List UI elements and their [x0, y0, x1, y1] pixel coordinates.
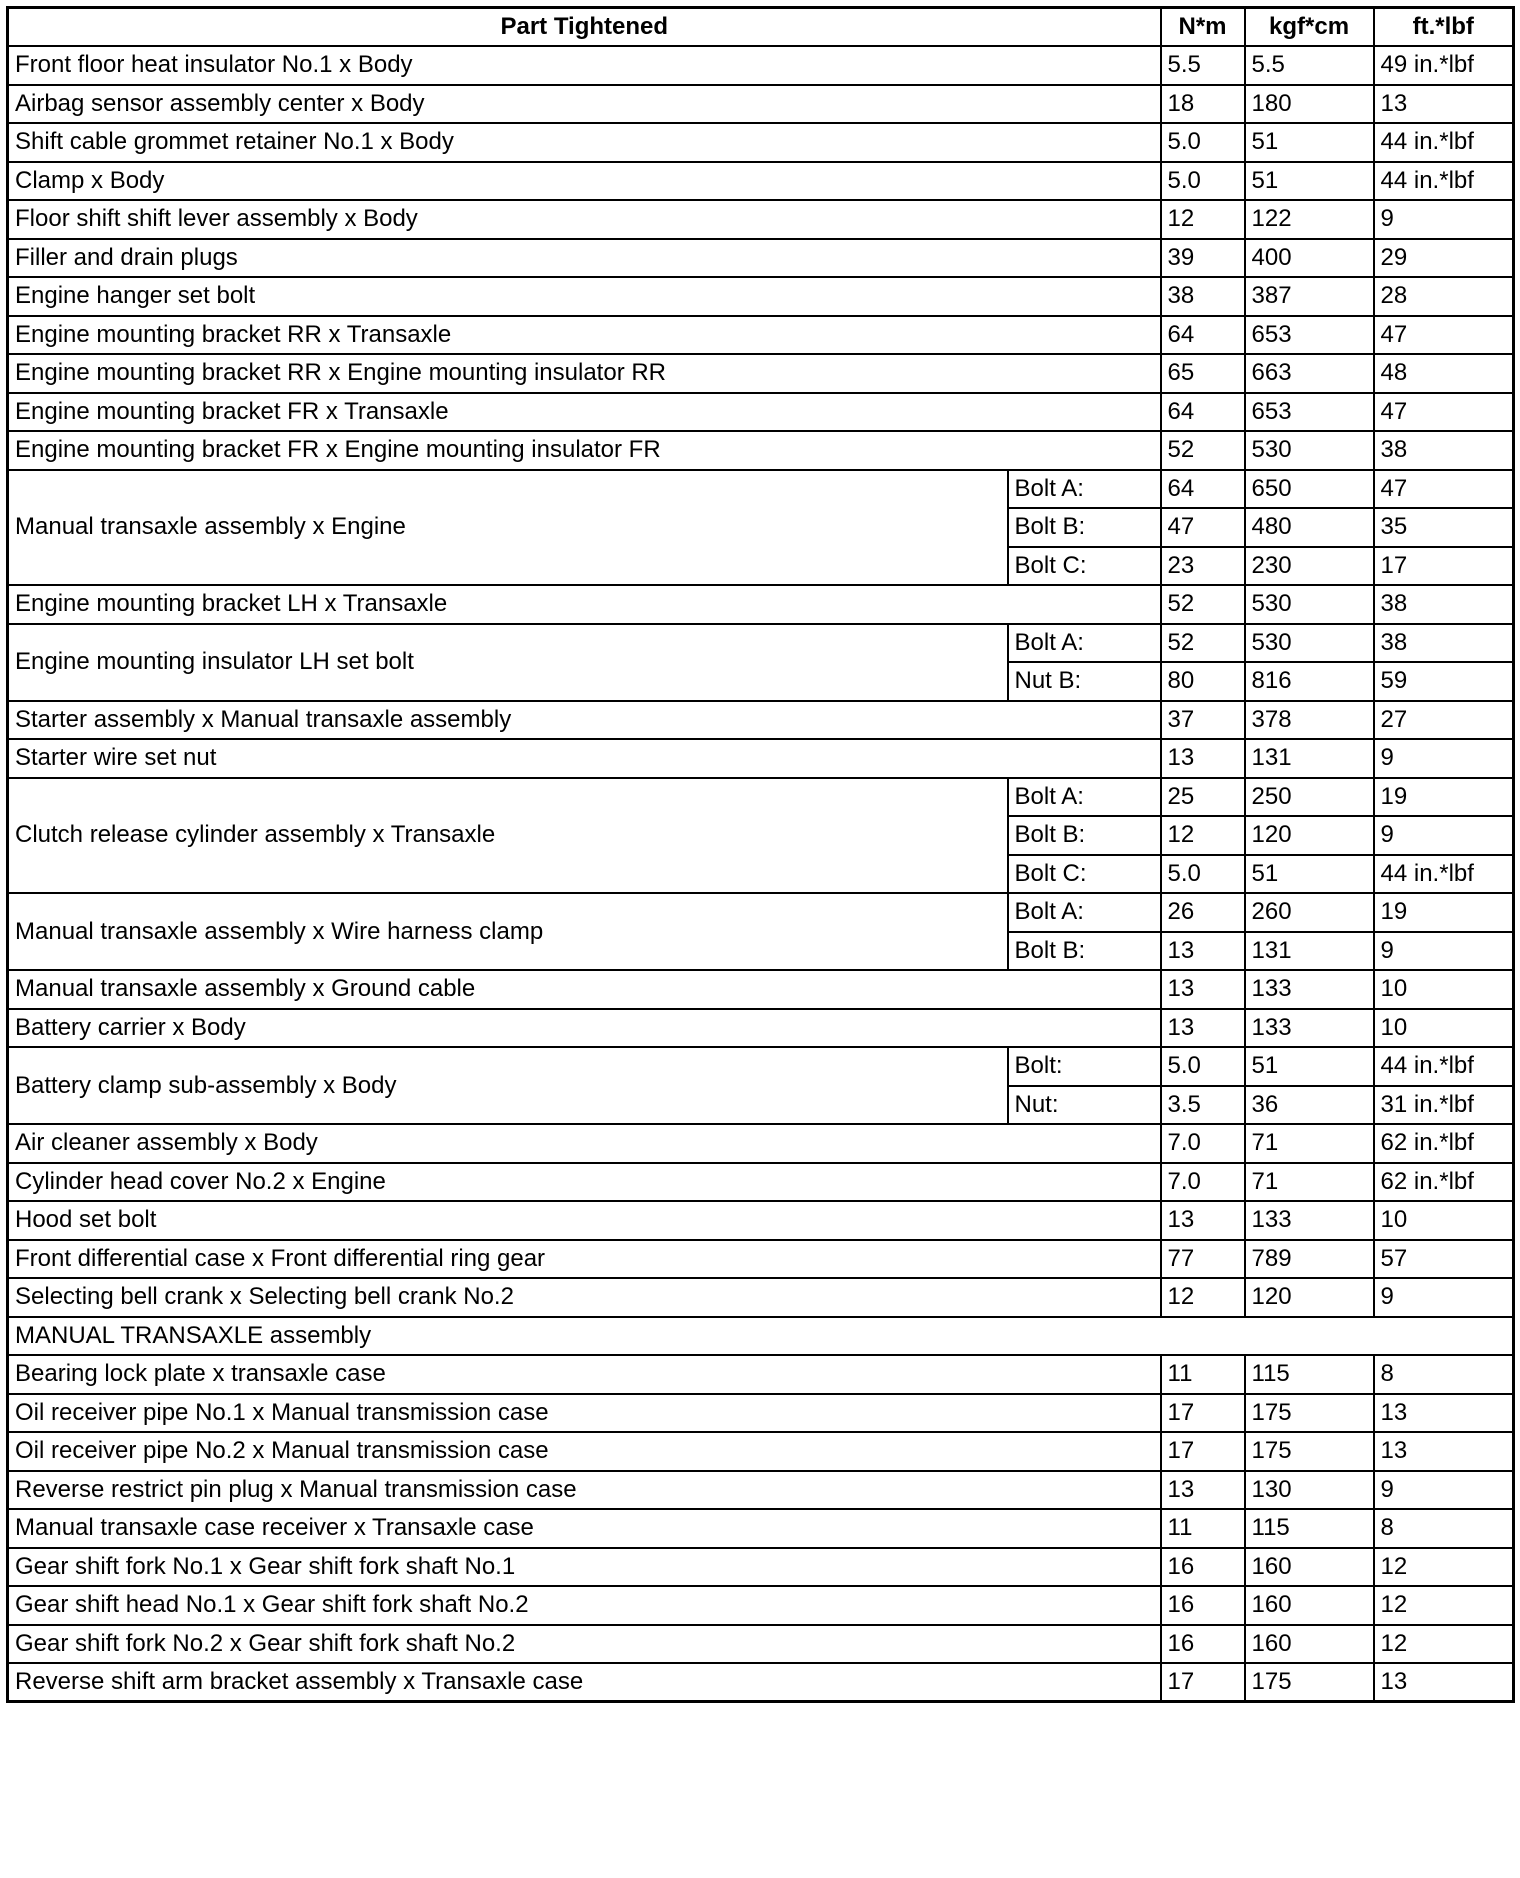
kgfcm-value: 115	[1245, 1355, 1374, 1394]
nm-value: 12	[1161, 200, 1245, 239]
nm-value: 13	[1161, 932, 1245, 971]
kgfcm-value: 130	[1245, 1471, 1374, 1510]
nm-value: 16	[1161, 1586, 1245, 1625]
table-row	[8, 1548, 1514, 1587]
kgfcm-value: 51	[1245, 123, 1374, 162]
part-name-cell: Starter wire set nut	[8, 739, 1161, 778]
ftlbf-value: 12	[1374, 1548, 1514, 1587]
nm-value: 26	[1161, 893, 1245, 932]
part-name-cell: Bearing lock plate x transaxle case	[8, 1355, 1161, 1394]
nm-value: 11	[1161, 1355, 1245, 1394]
kgfcm-value: 133	[1245, 1009, 1374, 1048]
kgfcm-value: 131	[1245, 739, 1374, 778]
kgfcm-value: 36	[1245, 1086, 1374, 1125]
part-name-cell: Engine mounting bracket RR x Transaxle	[8, 316, 1161, 355]
table-row	[8, 431, 1514, 470]
kgfcm-value: 51	[1245, 1047, 1374, 1086]
ftlbf-value: 44 in.*lbf	[1374, 855, 1514, 894]
nm-value: 7.0	[1161, 1124, 1245, 1163]
part-name-cell: Gear shift fork No.1 x Gear shift fork shaft No.1	[8, 1548, 1161, 1587]
kgfcm-value: 250	[1245, 778, 1374, 817]
part-name-cell: Engine mounting bracket FR x Transaxle	[8, 393, 1161, 432]
part-name-cell: Manual transaxle assembly x Wire harness clamp	[8, 893, 1008, 970]
ftlbf-value: 9	[1374, 932, 1514, 971]
table-row	[8, 354, 1514, 393]
ftlbf-value: 48	[1374, 354, 1514, 393]
kgfcm-value: 71	[1245, 1124, 1374, 1163]
ftlbf-value: 38	[1374, 585, 1514, 624]
kgfcm-value: 663	[1245, 354, 1374, 393]
kgfcm-value: 530	[1245, 585, 1374, 624]
fastener-label: Bolt C:	[1008, 855, 1161, 894]
kgfcm-value: 400	[1245, 239, 1374, 278]
nm-value: 52	[1161, 431, 1245, 470]
part-name-cell: Gear shift fork No.2 x Gear shift fork shaft No.2	[8, 1625, 1161, 1664]
part-name-cell: Selecting bell crank x Selecting bell crank No.2	[8, 1278, 1161, 1317]
ftlbf-value: 10	[1374, 970, 1514, 1009]
ftlbf-value: 9	[1374, 1471, 1514, 1510]
ftlbf-value: 8	[1374, 1509, 1514, 1548]
table-row	[8, 778, 1514, 817]
part-name-cell: Airbag sensor assembly center x Body	[8, 85, 1161, 124]
nm-value: 25	[1161, 778, 1245, 817]
nm-value: 12	[1161, 1278, 1245, 1317]
part-name-cell: Manual transaxle assembly x Ground cable	[8, 970, 1161, 1009]
ftlbf-value: 12	[1374, 1625, 1514, 1664]
nm-value: 17	[1161, 1663, 1245, 1702]
table-row	[8, 1471, 1514, 1510]
part-name-cell: Air cleaner assembly x Body	[8, 1124, 1161, 1163]
fastener-label: Bolt C:	[1008, 547, 1161, 586]
header-row	[8, 8, 1514, 47]
nm-value: 5.0	[1161, 162, 1245, 201]
kgfcm-value: 115	[1245, 1509, 1374, 1548]
part-name-cell: Battery clamp sub-assembly x Body	[8, 1047, 1008, 1124]
ftlbf-value: 10	[1374, 1201, 1514, 1240]
ftlbf-value: 38	[1374, 431, 1514, 470]
kgfcm-value: 260	[1245, 893, 1374, 932]
fastener-label: Nut:	[1008, 1086, 1161, 1125]
fastener-label: Bolt B:	[1008, 816, 1161, 855]
kgfcm-value: 530	[1245, 431, 1374, 470]
fastener-label: Bolt A:	[1008, 778, 1161, 817]
nm-value: 64	[1161, 316, 1245, 355]
table-row	[8, 739, 1514, 778]
table-row	[8, 1355, 1514, 1394]
kgfcm-value: 120	[1245, 816, 1374, 855]
kgfcm-value: 120	[1245, 1278, 1374, 1317]
nm-value: 7.0	[1161, 1163, 1245, 1202]
part-name-cell: Cylinder head cover No.2 x Engine	[8, 1163, 1161, 1202]
nm-value: 16	[1161, 1625, 1245, 1664]
table-row	[8, 1509, 1514, 1548]
kgfcm-value: 5.5	[1245, 46, 1374, 85]
torque-table-body	[8, 46, 1514, 1702]
kgfcm-value: 160	[1245, 1625, 1374, 1664]
part-name-cell: Engine mounting bracket FR x Engine mounting insulator FR	[8, 431, 1161, 470]
part-name-cell: Battery carrier x Body	[8, 1009, 1161, 1048]
ftlbf-value: 47	[1374, 316, 1514, 355]
kgfcm-value: 378	[1245, 701, 1374, 740]
kgfcm-value: 175	[1245, 1394, 1374, 1433]
kgfcm-value: 51	[1245, 855, 1374, 894]
part-name-cell: Front differential case x Front differential ring gear	[8, 1240, 1161, 1279]
torque-table	[6, 6, 1515, 1703]
kgfcm-value: 816	[1245, 662, 1374, 701]
nm-value: 52	[1161, 624, 1245, 663]
part-name-cell: Oil receiver pipe No.2 x Manual transmission case	[8, 1432, 1161, 1471]
nm-value: 11	[1161, 1509, 1245, 1548]
table-row	[8, 585, 1514, 624]
table-row	[8, 316, 1514, 355]
part-name-cell: Manual transaxle assembly x Engine	[8, 470, 1008, 586]
kgfcm-value: 653	[1245, 393, 1374, 432]
ftlbf-value: 9	[1374, 1278, 1514, 1317]
table-row	[8, 1240, 1514, 1279]
table-row	[8, 1394, 1514, 1433]
ftlbf-value: 47	[1374, 393, 1514, 432]
table-row	[8, 277, 1514, 316]
part-name-cell: Shift cable grommet retainer No.1 x Body	[8, 123, 1161, 162]
part-name-cell: Clamp x Body	[8, 162, 1161, 201]
nm-value: 64	[1161, 470, 1245, 509]
table-row	[8, 123, 1514, 162]
ftlbf-value: 13	[1374, 1663, 1514, 1702]
kgfcm-value: 51	[1245, 162, 1374, 201]
ftlbf-value: 44 in.*lbf	[1374, 123, 1514, 162]
fastener-label: Bolt B:	[1008, 932, 1161, 971]
nm-value: 65	[1161, 354, 1245, 393]
header-nm: N*m	[1161, 8, 1245, 47]
nm-value: 18	[1161, 85, 1245, 124]
ftlbf-value: 49 in.*lbf	[1374, 46, 1514, 85]
table-row	[8, 239, 1514, 278]
table-row	[8, 1047, 1514, 1086]
ftlbf-value: 13	[1374, 85, 1514, 124]
part-name-cell: Engine mounting bracket LH x Transaxle	[8, 585, 1161, 624]
nm-value: 13	[1161, 970, 1245, 1009]
kgfcm-value: 71	[1245, 1163, 1374, 1202]
nm-value: 17	[1161, 1432, 1245, 1471]
nm-value: 77	[1161, 1240, 1245, 1279]
part-name-cell: Hood set bolt	[8, 1201, 1161, 1240]
ftlbf-value: 19	[1374, 778, 1514, 817]
part-name-cell: Filler and drain plugs	[8, 239, 1161, 278]
nm-value: 5.0	[1161, 855, 1245, 894]
ftlbf-value: 62 in.*lbf	[1374, 1163, 1514, 1202]
ftlbf-value: 9	[1374, 816, 1514, 855]
kgfcm-value: 650	[1245, 470, 1374, 509]
table-row	[8, 893, 1514, 932]
ftlbf-value: 10	[1374, 1009, 1514, 1048]
nm-value: 5.5	[1161, 46, 1245, 85]
ftlbf-value: 44 in.*lbf	[1374, 162, 1514, 201]
ftlbf-value: 59	[1374, 662, 1514, 701]
nm-value: 80	[1161, 662, 1245, 701]
nm-value: 3.5	[1161, 1086, 1245, 1125]
table-row	[8, 85, 1514, 124]
fastener-label: Bolt A:	[1008, 624, 1161, 663]
table-row	[8, 1163, 1514, 1202]
nm-value: 17	[1161, 1394, 1245, 1433]
table-row	[8, 1009, 1514, 1048]
ftlbf-value: 44 in.*lbf	[1374, 1047, 1514, 1086]
kgfcm-value: 180	[1245, 85, 1374, 124]
nm-value: 13	[1161, 1009, 1245, 1048]
nm-value: 5.0	[1161, 1047, 1245, 1086]
ftlbf-value: 17	[1374, 547, 1514, 586]
fastener-label: Bolt A:	[1008, 893, 1161, 932]
nm-value: 16	[1161, 1548, 1245, 1587]
part-name-cell: Oil receiver pipe No.1 x Manual transmission case	[8, 1394, 1161, 1433]
nm-value: 13	[1161, 739, 1245, 778]
kgfcm-value: 653	[1245, 316, 1374, 355]
ftlbf-value: 9	[1374, 200, 1514, 239]
ftlbf-value: 9	[1374, 739, 1514, 778]
part-name-cell: Engine hanger set bolt	[8, 277, 1161, 316]
nm-value: 47	[1161, 508, 1245, 547]
kgfcm-value: 160	[1245, 1586, 1374, 1625]
ftlbf-value: 13	[1374, 1394, 1514, 1433]
fastener-label: Bolt:	[1008, 1047, 1161, 1086]
ftlbf-value: 12	[1374, 1586, 1514, 1625]
ftlbf-value: 35	[1374, 508, 1514, 547]
section-row	[8, 1317, 1514, 1356]
table-row	[8, 162, 1514, 201]
nm-value: 13	[1161, 1471, 1245, 1510]
part-name-cell: Engine mounting insulator LH set bolt	[8, 624, 1008, 701]
table-row	[8, 470, 1514, 509]
table-row	[8, 46, 1514, 85]
kgfcm-value: 175	[1245, 1432, 1374, 1471]
kgfcm-value: 387	[1245, 277, 1374, 316]
part-name-cell: Clutch release cylinder assembly x Transaxle	[8, 778, 1008, 894]
header-part-tightened: Part Tightened	[8, 8, 1161, 47]
part-name-cell: Engine mounting bracket RR x Engine mounting insulator RR	[8, 354, 1161, 393]
ftlbf-value: 8	[1374, 1355, 1514, 1394]
part-name-cell: Floor shift shift lever assembly x Body	[8, 200, 1161, 239]
table-row	[8, 1586, 1514, 1625]
part-name-cell: Reverse restrict pin plug x Manual transmission case	[8, 1471, 1161, 1510]
kgfcm-value: 160	[1245, 1548, 1374, 1587]
nm-value: 12	[1161, 816, 1245, 855]
part-name-cell: Manual transaxle case receiver x Transaxle case	[8, 1509, 1161, 1548]
part-name-cell: Front floor heat insulator No.1 x Body	[8, 46, 1161, 85]
ftlbf-value: 28	[1374, 277, 1514, 316]
table-row	[8, 624, 1514, 663]
nm-value: 13	[1161, 1201, 1245, 1240]
nm-value: 64	[1161, 393, 1245, 432]
nm-value: 37	[1161, 701, 1245, 740]
fastener-label: Bolt B:	[1008, 508, 1161, 547]
nm-value: 5.0	[1161, 123, 1245, 162]
ftlbf-value: 29	[1374, 239, 1514, 278]
ftlbf-value: 19	[1374, 893, 1514, 932]
table-row	[8, 970, 1514, 1009]
kgfcm-value: 530	[1245, 624, 1374, 663]
part-name-cell: Gear shift head No.1 x Gear shift fork shaft No.2	[8, 1586, 1161, 1625]
torque-spec-sheet	[6, 6, 1515, 1703]
kgfcm-value: 480	[1245, 508, 1374, 547]
kgfcm-value: 133	[1245, 970, 1374, 1009]
ftlbf-value: 31 in.*lbf	[1374, 1086, 1514, 1125]
table-row	[8, 1663, 1514, 1702]
table-row	[8, 1625, 1514, 1664]
kgfcm-value: 175	[1245, 1663, 1374, 1702]
kgfcm-value: 133	[1245, 1201, 1374, 1240]
kgfcm-value: 230	[1245, 547, 1374, 586]
header-ftlbf: ft.*lbf	[1374, 8, 1514, 47]
section-title: MANUAL TRANSAXLE assembly	[8, 1317, 1514, 1356]
table-row	[8, 701, 1514, 740]
nm-value: 23	[1161, 547, 1245, 586]
table-row	[8, 1278, 1514, 1317]
kgfcm-value: 131	[1245, 932, 1374, 971]
nm-value: 52	[1161, 585, 1245, 624]
fastener-label: Nut B:	[1008, 662, 1161, 701]
part-name-cell: Reverse shift arm bracket assembly x Transaxle case	[8, 1663, 1161, 1702]
nm-value: 39	[1161, 239, 1245, 278]
ftlbf-value: 13	[1374, 1432, 1514, 1471]
table-row	[8, 200, 1514, 239]
ftlbf-value: 38	[1374, 624, 1514, 663]
table-row	[8, 393, 1514, 432]
table-row	[8, 1201, 1514, 1240]
fastener-label: Bolt A:	[1008, 470, 1161, 509]
part-name-cell: Starter assembly x Manual transaxle assembly	[8, 701, 1161, 740]
ftlbf-value: 62 in.*lbf	[1374, 1124, 1514, 1163]
kgfcm-value: 122	[1245, 200, 1374, 239]
ftlbf-value: 27	[1374, 701, 1514, 740]
table-row	[8, 1432, 1514, 1471]
kgfcm-value: 789	[1245, 1240, 1374, 1279]
header-kgfcm: kgf*cm	[1245, 8, 1374, 47]
ftlbf-value: 57	[1374, 1240, 1514, 1279]
nm-value: 38	[1161, 277, 1245, 316]
ftlbf-value: 47	[1374, 470, 1514, 509]
table-row	[8, 1124, 1514, 1163]
